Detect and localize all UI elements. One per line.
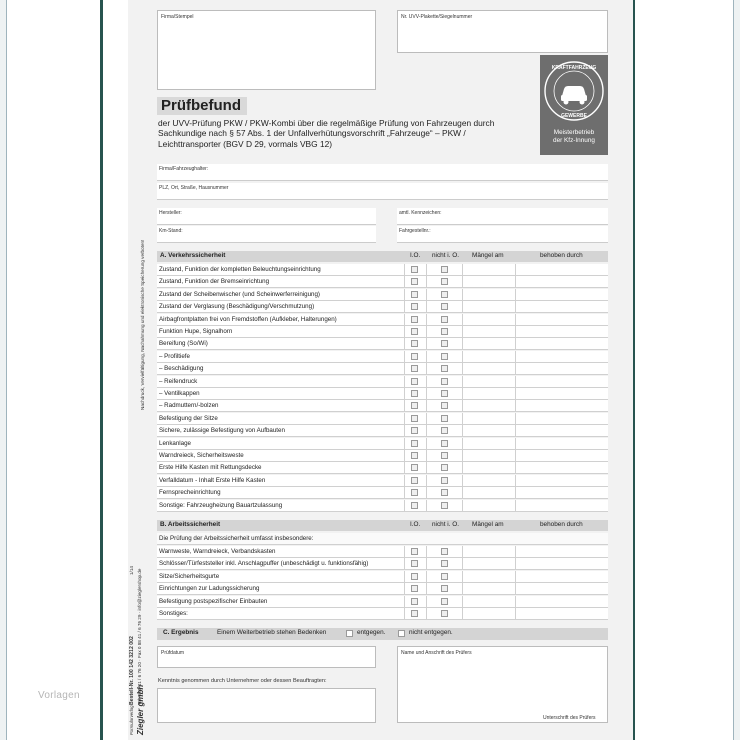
car-emblem-icon: [540, 55, 608, 127]
side-order-number: Bestell-Nr. 100 142 3212 002: [129, 636, 135, 705]
behoben-cell[interactable]: [516, 388, 607, 399]
behoben-cell[interactable]: [516, 487, 607, 498]
right-frame: [733, 0, 740, 740]
row-label: – Reifendruck: [159, 377, 198, 385]
behoben-cell[interactable]: [516, 413, 607, 424]
page-title: Prüfbefund: [157, 97, 247, 115]
row-label: – Radmuttern/-bolzen: [159, 402, 219, 410]
kenntnis-label: Kenntnis genommen durch Unternehmer oder dessen Beauftragten:: [158, 678, 327, 684]
nio-checkbox[interactable]: [441, 560, 448, 567]
maengel-cell[interactable]: [463, 608, 515, 619]
table-row: [157, 596, 608, 608]
badge-line2: der Kfz-Innung: [553, 137, 595, 144]
behoben-cell[interactable]: [516, 425, 607, 436]
row-label: Zustand der Verglasung (Beschädigung/Verschmutzung): [159, 303, 315, 311]
maengel-cell[interactable]: [463, 289, 515, 300]
row-label: Zustand, Funktion der kompletten Beleuchtungseinrichtung: [159, 266, 321, 273]
nio-checkbox[interactable]: [441, 598, 448, 605]
section-a-header: [157, 251, 608, 262]
table-row: [157, 301, 608, 313]
halter-field[interactable]: [157, 164, 608, 181]
col-nio-a: nicht i. O.: [432, 252, 459, 259]
maengel-cell[interactable]: [463, 388, 515, 399]
io-checkbox[interactable]: [411, 427, 418, 434]
behoben-cell[interactable]: [516, 301, 607, 312]
fahrgestell-label: Fahrgestellnr.:: [399, 228, 431, 234]
side-brand-logo: Ziegler gmbh: [136, 684, 145, 735]
behoben-cell[interactable]: [516, 500, 607, 511]
pruefer-label: Name und Anschrift des Prüfers: [401, 650, 472, 656]
row-label: Warnweste, Warndreieck, Verbandskasten: [159, 548, 276, 555]
pruefdatum-label: Prüfdatum: [161, 650, 185, 656]
table-row: [157, 289, 608, 301]
side-copyright-note: Nachdruck, Vervielfältigung, Nachahmung und elektronische Speicherung verboten!: [140, 239, 145, 410]
halter-label: Firma/Fahrzeughalter:: [159, 166, 209, 172]
nio-checkbox[interactable]: [441, 464, 448, 471]
nio-checkbox[interactable]: [441, 353, 448, 360]
maengel-cell[interactable]: [463, 351, 515, 362]
table-row: [157, 276, 608, 288]
io-checkbox[interactable]: [411, 452, 418, 459]
io-checkbox[interactable]: [411, 415, 418, 422]
io-checkbox[interactable]: [411, 440, 418, 447]
maengel-cell[interactable]: [463, 438, 515, 449]
maengel-cell[interactable]: [463, 475, 515, 486]
io-checkbox[interactable]: [411, 477, 418, 484]
behoben-cell[interactable]: [516, 264, 607, 275]
firma-stempel-box[interactable]: [157, 10, 376, 90]
behoben-cell[interactable]: [516, 596, 607, 607]
table-row: [157, 462, 608, 474]
km-field[interactable]: [157, 226, 376, 243]
maengel-cell[interactable]: [463, 571, 515, 582]
innung-badge: [540, 55, 608, 155]
section-c-text: Einem Weiterbetrieb stehen Bedenken: [217, 629, 327, 636]
section-c-header: [157, 628, 608, 640]
maengel-cell[interactable]: [463, 326, 515, 337]
row-label: – Beschädigung: [159, 365, 204, 373]
nio-checkbox[interactable]: [441, 378, 448, 385]
plakette-box[interactable]: [397, 10, 608, 53]
nio-checkbox[interactable]: [441, 303, 448, 310]
row-label: – Profiltiefe: [159, 352, 190, 360]
behoben-cell[interactable]: [516, 314, 607, 325]
maengel-cell[interactable]: [463, 558, 515, 569]
maengel-cell[interactable]: [463, 583, 515, 594]
table-row: [157, 450, 608, 462]
col-maengel-a: Mängel am: [472, 252, 504, 259]
io-checkbox[interactable]: [411, 489, 418, 496]
table-row: [157, 583, 608, 595]
nio-checkbox[interactable]: [441, 291, 448, 298]
behoben-cell[interactable]: [516, 571, 607, 582]
section-a-title: A. Verkehrssicherheit: [160, 252, 226, 259]
nio-checkbox[interactable]: [441, 477, 448, 484]
table-row: [157, 413, 608, 425]
firma-stempel-label: Firma/Stempel: [161, 14, 194, 20]
side-brand-small: Formularverlag: [129, 705, 134, 735]
behoben-cell[interactable]: [516, 475, 607, 486]
row-label: Erste Hilfe Kasten mit Rettungsdecke: [159, 464, 262, 472]
km-label: Km-Stand:: [159, 228, 183, 234]
col-maengel-b: Mängel am: [472, 521, 504, 528]
row-label: Schlösser/Türfeststeller inkl. Anschlagpuffer (unbeschädigt u. funktionsfähig): [159, 560, 369, 568]
row-label: – Ventilkappen: [159, 390, 200, 397]
row-label: Funktion Hupe, Signalhorn: [159, 328, 233, 335]
row-label: Einrichtungen zur Ladungssicherung: [159, 585, 260, 593]
nio-checkbox[interactable]: [441, 266, 448, 273]
table-row: [157, 338, 608, 350]
nio-checkbox[interactable]: [441, 427, 448, 434]
io-checkbox[interactable]: [411, 291, 418, 298]
adresse-label: PLZ, Ort, Straße, Hausnummer: [159, 185, 229, 191]
result-entgegen-checkbox[interactable]: [346, 630, 353, 637]
svg-text:GEWERBE: GEWERBE: [561, 113, 587, 119]
kennzeichen-field[interactable]: [397, 208, 608, 225]
nio-checkbox[interactable]: [441, 316, 448, 323]
behoben-cell[interactable]: [516, 450, 607, 461]
io-checkbox[interactable]: [411, 303, 418, 310]
badge-line1: Meisterbetrieb: [553, 129, 595, 136]
table-row: [157, 475, 608, 487]
plakette-label: Nr. UVV-Plakette/Siegelnummer: [401, 14, 473, 20]
side-code: 1/14: [129, 566, 134, 575]
maengel-cell[interactable]: [463, 301, 515, 312]
row-label: Zustand der Scheibenwischer (und Scheinwerferreinigung): [159, 290, 320, 298]
maengel-cell[interactable]: [463, 500, 515, 511]
svg-text:KRAFTFAHRZEUG: KRAFTFAHRZEUG: [551, 65, 597, 71]
io-checkbox[interactable]: [411, 402, 418, 409]
nio-checkbox[interactable]: [441, 573, 448, 580]
table-row: [157, 608, 608, 620]
row-label: Warndreieck, Sicherheitsweste: [159, 452, 244, 459]
behoben-cell[interactable]: [516, 400, 607, 411]
io-checkbox[interactable]: [411, 502, 418, 509]
table-row: [157, 400, 608, 412]
maengel-cell[interactable]: [463, 450, 515, 461]
behoben-cell[interactable]: [516, 351, 607, 362]
row-label: Sonstige: Fahrzeugheizung Bauartzulassung: [159, 501, 283, 509]
table-row: [157, 546, 608, 558]
io-checkbox[interactable]: [411, 278, 418, 285]
io-checkbox[interactable]: [411, 378, 418, 385]
io-checkbox[interactable]: [411, 328, 418, 335]
nio-checkbox[interactable]: [441, 489, 448, 496]
col-nio-b: nicht i. O.: [432, 521, 459, 528]
maengel-cell[interactable]: [463, 264, 515, 275]
io-checkbox[interactable]: [411, 365, 418, 372]
section-b-title: B. Arbeitssicherheit: [160, 521, 221, 528]
table-row: [157, 314, 608, 326]
table-row: [157, 326, 608, 338]
nio-checkbox[interactable]: [441, 390, 448, 397]
table-row: [157, 558, 608, 570]
table-row: [157, 351, 608, 363]
io-checkbox[interactable]: [411, 390, 418, 397]
table-row: [157, 376, 608, 388]
hersteller-field[interactable]: [157, 208, 376, 225]
io-checkbox[interactable]: [411, 610, 418, 617]
nio-checkbox[interactable]: [441, 610, 448, 617]
hersteller-label: Hersteller:: [159, 210, 182, 216]
section-b-intro-row: [157, 533, 608, 545]
watermark: Vorlagen: [38, 690, 80, 701]
row-label: Fernsprecheinrichtung: [159, 489, 221, 497]
behoben-cell[interactable]: [516, 438, 607, 449]
divider-line-left: [100, 0, 103, 740]
io-checkbox[interactable]: [411, 548, 418, 555]
nio-checkbox[interactable]: [441, 328, 448, 335]
table-row: [157, 487, 608, 499]
nio-checkbox[interactable]: [441, 548, 448, 555]
section-c-title: C. Ergebnis: [163, 629, 199, 636]
nio-checkbox[interactable]: [441, 365, 448, 372]
table-row: [157, 571, 608, 583]
row-label: Airbagfrontplatten frei von Fremdstoffen (Aufkleber, Halterungen): [159, 315, 337, 323]
row-label: Befestigung postspezifischer Einbauten: [159, 597, 268, 605]
table-row: [157, 438, 608, 450]
nio-checkbox[interactable]: [441, 402, 448, 409]
io-checkbox[interactable]: [411, 266, 418, 273]
maengel-cell[interactable]: [463, 413, 515, 424]
left-frame: [0, 0, 7, 740]
nio-checkbox[interactable]: [441, 278, 448, 285]
adresse-field[interactable]: [157, 183, 608, 200]
table-row: [157, 264, 608, 276]
row-label: Sichere, zulässige Befestigung von Aufbauten: [159, 427, 285, 435]
nio-checkbox[interactable]: [441, 452, 448, 459]
table-row: [157, 425, 608, 437]
behoben-cell[interactable]: [516, 276, 607, 287]
io-checkbox[interactable]: [411, 560, 418, 567]
maengel-cell[interactable]: [463, 462, 515, 473]
pruefer-field[interactable]: [397, 646, 608, 723]
intro-text: der UVV-Prüfung PKW / PKW-Kombi über die regelmäßige Prüfung von Fahrzeugen durch Sachkundige nach § 57 Abs. 1 der Unfallverhütungsvorschrift „Fahrzeuge“ – PKW / Leichttransporter (BGV D 29, vormals VBG 12): [158, 118, 495, 149]
maengel-cell[interactable]: [463, 487, 515, 498]
maengel-cell[interactable]: [463, 314, 515, 325]
io-checkbox[interactable]: [411, 585, 418, 592]
section-b-header: [157, 520, 608, 531]
behoben-cell[interactable]: [516, 326, 607, 337]
result-nicht-entgegen-label: nicht entgegen.: [409, 629, 453, 636]
unterschrift-label: Unterschrift des Prüfers: [543, 715, 596, 721]
row-label: Bereifung (So/Wi): [159, 340, 208, 348]
nio-checkbox[interactable]: [441, 585, 448, 592]
pruefdatum-field[interactable]: [157, 646, 376, 668]
behoben-cell[interactable]: [516, 546, 607, 557]
maengel-cell[interactable]: [463, 363, 515, 374]
maengel-cell[interactable]: [463, 276, 515, 287]
maengel-cell[interactable]: [463, 546, 515, 557]
col-io-a: I.O.: [410, 252, 421, 259]
nio-checkbox[interactable]: [441, 440, 448, 447]
row-label: Zustand, Funktion der Bremseinrichtung: [159, 278, 270, 286]
row-label: Lenkanlage: [159, 439, 191, 447]
behoben-cell[interactable]: [516, 289, 607, 300]
col-behoben-a: behoben durch: [540, 252, 583, 259]
nio-checkbox[interactable]: [441, 502, 448, 509]
behoben-cell[interactable]: [516, 608, 607, 619]
behoben-cell[interactable]: [516, 376, 607, 387]
row-label: Sonstiges:: [159, 610, 188, 617]
table-row: [157, 388, 608, 400]
io-checkbox[interactable]: [411, 598, 418, 605]
table-row: [157, 500, 608, 512]
row-label: Sitze/Sicherheitsgurte: [159, 572, 220, 580]
result-nicht-entgegen-checkbox[interactable]: [398, 630, 405, 637]
row-label: Verfalldatum - Inhalt Erste Hilfe Kasten: [159, 476, 266, 484]
io-checkbox[interactable]: [411, 340, 418, 347]
io-checkbox[interactable]: [411, 573, 418, 580]
maengel-cell[interactable]: [463, 596, 515, 607]
col-io-b: I.O.: [410, 521, 421, 528]
maengel-cell[interactable]: [463, 425, 515, 436]
col-behoben-b: behoben durch: [540, 521, 583, 528]
nio-checkbox[interactable]: [441, 415, 448, 422]
io-checkbox[interactable]: [411, 464, 418, 471]
result-entgegen-label: entgegen.: [357, 629, 386, 636]
side-contact: Tel. 0 88 41 / 6 76 20 · Fax 0 88 41 / 6 76 29 · info@zieglershop.de: [137, 568, 142, 705]
io-checkbox[interactable]: [411, 316, 418, 323]
behoben-cell[interactable]: [516, 558, 607, 569]
row-label: Befestigung der Sitze: [159, 414, 218, 422]
nio-checkbox[interactable]: [441, 340, 448, 347]
kenntnis-field[interactable]: [157, 688, 376, 723]
table-row: [157, 363, 608, 375]
behoben-cell[interactable]: [516, 338, 607, 349]
maengel-cell[interactable]: [463, 376, 515, 387]
section-b-intro: Die Prüfung der Arbeitssicherheit umfasst insbesondere:: [159, 535, 314, 542]
behoben-cell[interactable]: [516, 462, 607, 473]
kennzeichen-label: amtl. Kennzeichen:: [399, 210, 442, 216]
maengel-cell[interactable]: [463, 338, 515, 349]
fahrgestell-field[interactable]: [397, 226, 608, 243]
maengel-cell[interactable]: [463, 400, 515, 411]
behoben-cell[interactable]: [516, 363, 607, 374]
io-checkbox[interactable]: [411, 353, 418, 360]
behoben-cell[interactable]: [516, 583, 607, 594]
